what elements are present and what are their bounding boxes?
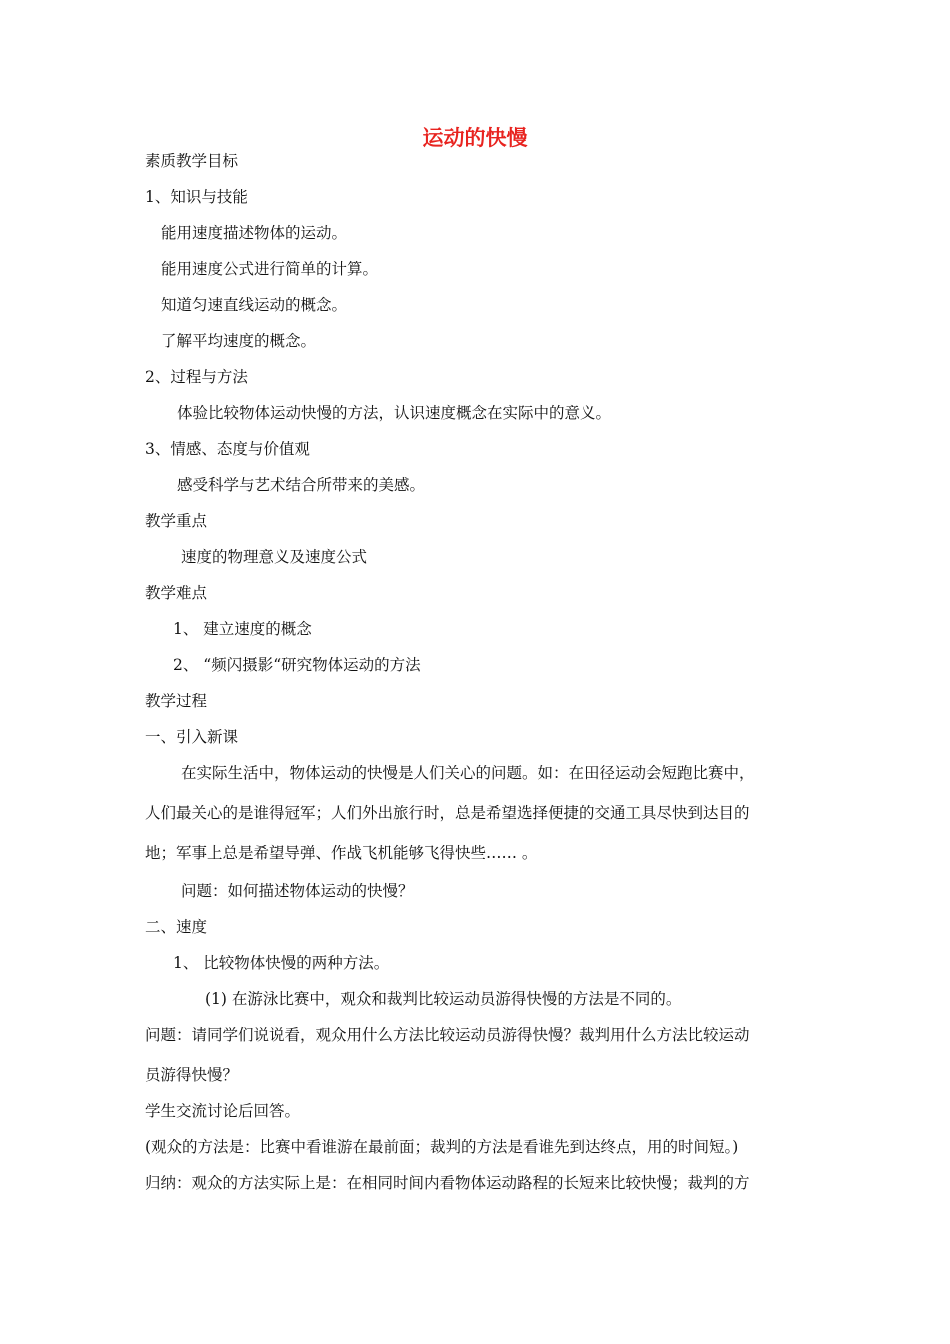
paragraph: 学生交流讨论后回答。 bbox=[145, 1102, 301, 1120]
section-heading-process: 教学过程 bbox=[145, 692, 208, 710]
paragraph-line: 人们最关心的是谁得冠军；人们外出旅行时，总是希望选择便捷的交通工具尽快到达目的 bbox=[145, 804, 750, 822]
paragraph: 归纳：观众的方法实际上是：在相同时间内看物体运动路程的长短来比较快慢；裁判的方 bbox=[145, 1174, 750, 1192]
document-title: 运动的快慢 bbox=[422, 126, 528, 150]
list-item: 1、 比较物体快慢的两种方法。 bbox=[173, 954, 390, 972]
list-item: 2、 “频闪摄影“研究物体运动的方法 bbox=[173, 656, 421, 674]
paragraph: 感受科学与艺术结合所带来的美感。 bbox=[177, 476, 426, 494]
section-heading-objectives: 素质教学目标 bbox=[145, 152, 239, 170]
question-line: 员游得快慢？ bbox=[145, 1066, 239, 1084]
objective-item: 能用速度描述物体的运动。 bbox=[161, 224, 348, 242]
objective-item: 能用速度公式进行简单的计算。 bbox=[161, 260, 379, 278]
question-line: 问题：如何描述物体运动的快慢？ bbox=[181, 882, 414, 900]
subsection-heading-knowledge: 1、知识与技能 bbox=[145, 188, 248, 206]
subsection-heading-intro: 一、引入新课 bbox=[145, 728, 239, 746]
paragraph: (观众的方法是：比赛中看谁游在最前面；裁判的方法是看谁先到达终点，用的时间短。) bbox=[145, 1138, 739, 1156]
paragraph-line: 在实际生活中，物体运动的快慢是人们关心的问题。如：在田径运动会短跑比赛中， bbox=[181, 764, 755, 782]
list-subitem: (1) 在游泳比赛中，观众和裁判比较运动员游得快慢的方法是不同的。 bbox=[205, 990, 682, 1008]
subsection-heading-values: 3、情感、态度与价值观 bbox=[145, 440, 310, 458]
paragraph: 体验比较物体运动快慢的方法，认识速度概念在实际中的意义。 bbox=[177, 404, 612, 422]
list-item: 1、 建立速度的概念 bbox=[173, 620, 312, 638]
paragraph: 速度的物理意义及速度公式 bbox=[181, 548, 368, 566]
subsection-heading-process: 2、过程与方法 bbox=[145, 368, 248, 386]
paragraph-line: 地；军事上总是希望导弹、作战飞机能够飞得快些…… 。 bbox=[145, 844, 538, 862]
subsection-heading-speed: 二、速度 bbox=[145, 918, 208, 936]
section-heading-key-points: 教学重点 bbox=[145, 512, 208, 530]
objective-item: 知道匀速直线运动的概念。 bbox=[161, 296, 348, 314]
section-heading-difficulties: 教学难点 bbox=[145, 584, 208, 602]
question-line: 问题：请同学们说说看，观众用什么方法比较运动员游得快慢？裁判用什么方法比较运动 bbox=[145, 1026, 750, 1044]
objective-item: 了解平均速度的概念。 bbox=[161, 332, 317, 350]
